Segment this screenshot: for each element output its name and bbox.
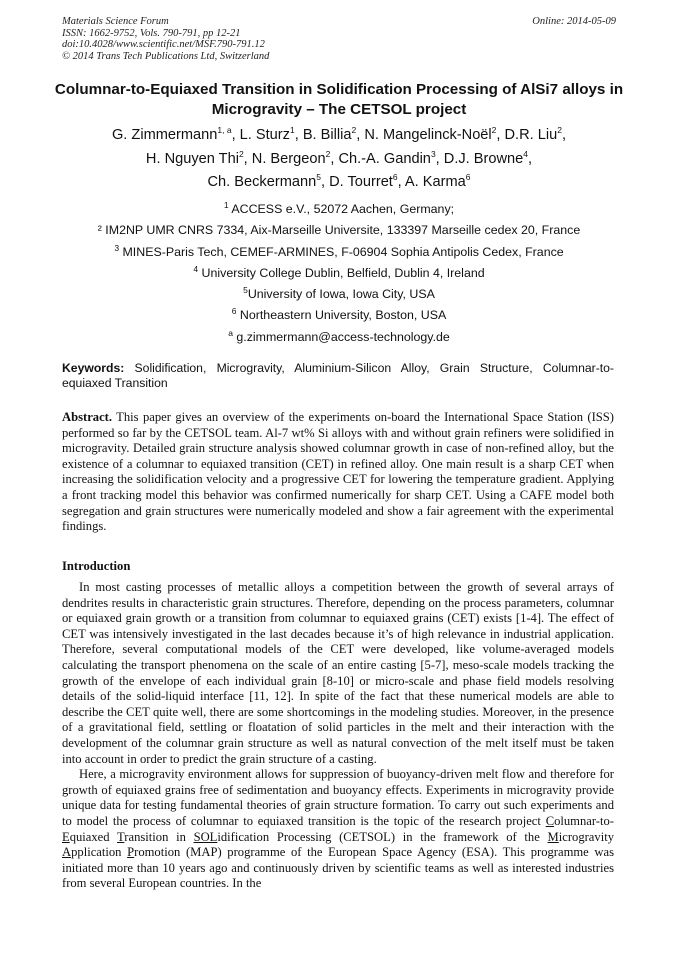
affiliation-text: ² IM2NP UMR CNRS 7334, Aix-Marseille Universite, 133397 Marseille cedex 20, France (97, 223, 581, 238)
affiliation (40, 327, 638, 348)
author-separator: , (496, 127, 505, 143)
author-name: N. Bergeon (251, 150, 326, 167)
author-affiliation-mark: 2 (557, 125, 562, 136)
acronym-p: P (127, 845, 135, 860)
author-separator: , (528, 150, 533, 167)
acronym-e: E (62, 829, 70, 844)
affiliation-text: g.zimmermann@access-technology.de (232, 329, 450, 344)
author-name: D.J. Browne (443, 150, 524, 167)
acronym-ransition: ransition in (124, 829, 194, 844)
acronym-idification: idification Processing (CETSOL) in the framework of the (217, 829, 548, 844)
affiliation (40, 284, 638, 305)
author-separator: , (294, 127, 303, 143)
author-name: D. Tourret (329, 174, 393, 190)
author-name: Ch. Beckermann (207, 174, 317, 190)
author-affiliation-mark: 3 (430, 148, 436, 159)
author-line-2 (40, 148, 638, 172)
online-date: Online: 2014-05-09 (532, 16, 616, 27)
author-affiliation-mark: 6 (392, 172, 398, 183)
affiliation (40, 263, 638, 284)
author-separator: , (435, 150, 444, 167)
author-list (40, 124, 638, 195)
affiliation (40, 199, 638, 220)
affiliation-text: Northeastern University, Boston, USA (236, 308, 447, 323)
author-separator: , (330, 150, 339, 167)
author-separator: , (243, 150, 252, 167)
author-name: L. Sturz (239, 127, 290, 143)
intro-paragraph-1: In most casting processes of metallic alloys a competition between the growth of several arrays of dendrites results in characteristic grain structures. Therefore, depending on the process parameters, columnar or equiaxed grain growth or a transition from columnar to equiaxed grains (CET) exists [1-4]. The effect of CET was intensively investigated in the last decades because it’s of high relevance in industrial application. Therefore, several computational models of the CET were developed, like volume-averaged models calculating the transport phenomena on the scale of an entire casting [5-7], meso-scale models tracking the growth of the envelope of each individual grain [8-10] or micro-scale and phase field models resolving details of the solid-liquid interface [11, 12]. In spite of the fact that these numerical models are able to describe the CET quite well, there are some shortcomings in the modeling studies. Moreover, in the presence of a gravitational field, settling or floatation of solid particles in the melt and their interaction with the development of the columnar grain structure as well as natural convection of the melt itself must be taken into account in order to predict the grain structure of a casting. (62, 580, 614, 766)
affiliation-mark: 1 (223, 199, 229, 210)
paper-title: Columnar-to-Equiaxed Transition in Solidification Processing of AlSi7 alloys in Microgravity – The CETSOL project (54, 81, 624, 118)
abstract-label: Abstract. (62, 410, 113, 424)
intro-p2-text: Here, a microgravity environment allows for suppression of buoyancy-driven melt flow and therefore for growth of equiaxed grains free of sedimentation and buoyancy effects. Experiments in microgravity provide unique data for testing fundamental theories of grain structure formation. To carry out such experiments and to model the process of columnar to equiaxed transition is the topic of the research project (62, 767, 614, 828)
acronym-icrogravity: icrogravity (558, 829, 614, 844)
affiliation-mark: a (228, 327, 233, 338)
affiliation-mark: 6 (231, 306, 237, 317)
affiliation (40, 220, 638, 241)
author-separator: , (561, 127, 567, 143)
journal-name: Materials Science Forum (62, 16, 169, 27)
author-name: Ch.-A. Gandin (338, 150, 431, 167)
author-affiliation-mark: 2 (238, 148, 244, 159)
author-affiliation-mark: 2 (351, 125, 357, 136)
journal-doi: doi:10.4028/www.scientific.net/MSF.790-791.12 (62, 39, 265, 50)
acronym-m: M (547, 829, 559, 844)
journal-copyright: © 2014 Trans Tech Publications Ltd, Switzerland (62, 50, 270, 62)
author-affiliation-mark: 1 (289, 125, 295, 136)
author-affiliation-mark: 6 (465, 172, 471, 183)
abstract-text: This paper gives an overview of the experiments on-board the International Space Station (ISS) performed so far by the CETSOL team. Al-7 wt% Si alloys with and without grain refiners were solidified in microgravity. Detailed grain structure analysis showed columnar growth in case of non-refined alloy, but the existence of a columnar to equiaxed transition (CET) in refined alloy. One main result is a sharp CET when increasing the solidification velocity and a progressive CET for lowering the temperature gradient. Applying a front tracking model this behavior was confirmed numerically for sharp CET. Using a CAFE model both segregation and grain structures were numerically modeled and show a fair agreement with the experimental findings. (62, 410, 614, 534)
acronym-quiaxed: quiaxed (69, 829, 118, 844)
acronym-c: C (545, 813, 555, 828)
affiliation-text: ACCESS e.V., 52072 Aachen, Germany; (228, 202, 455, 216)
author-separator: , (356, 127, 365, 143)
acronym-a: A (62, 845, 72, 860)
introduction-body (62, 580, 614, 892)
keywords-text: Solidification, Microgravity, Aluminium-Silicon Alloy, Grain Structure, Columnar-to-equiaxed Transition (62, 361, 614, 390)
keywords (62, 361, 614, 390)
author-name: G. Zimmermann (111, 127, 218, 143)
affiliation (40, 242, 638, 263)
author-affiliation-mark: 2 (325, 148, 331, 159)
keywords-label: Keywords: (62, 361, 125, 375)
acronym-t: T (117, 829, 125, 844)
author-line-1 (40, 124, 638, 148)
author-name: A. Karma (404, 174, 466, 190)
author-name: H. Nguyen Thi (145, 150, 239, 167)
author-name: D.R. Liu (504, 127, 558, 143)
acronym-olumnar: olumnar-to- (554, 813, 614, 828)
author-affiliation-mark: 1, a (217, 125, 232, 136)
author-affiliation-mark: 5 (316, 172, 321, 183)
affiliation-mark: 4 (193, 263, 199, 274)
author-name: B. Billia (302, 127, 352, 143)
affiliation-text: University College Dublin, Belfield, Dublin 4, Ireland (198, 265, 485, 280)
author-line-3 (40, 171, 638, 195)
intro-paragraph-2 (62, 767, 614, 892)
author-separator: , (320, 174, 330, 190)
acronym-pplication: pplication (71, 845, 128, 860)
acronym-romotion: romotion (MAP) programme of the European Space Agency (ESA). This programme was initiated more than 10 years ago and continuously driven by scientific teams as well as interested industries from several European countries. In the (62, 845, 614, 891)
author-separator: , (231, 127, 240, 143)
abstract (62, 410, 614, 535)
affiliation-text: MINES-Paris Tech, CEMEF-ARMINES, F-06904 Sophia Antipolis Cedex, France (119, 244, 564, 259)
affiliation-mark: 5 (243, 285, 248, 296)
journal-issn: ISSN: 1662-9752, Vols. 790-791, pp 12-21 (62, 27, 241, 39)
introduction-heading: Introduction (62, 559, 131, 573)
author-affiliation-mark: 2 (491, 125, 497, 136)
affiliation (40, 305, 638, 326)
affiliation-text: University of Iowa, Iowa City, USA (247, 287, 435, 302)
author-separator: , (397, 174, 405, 190)
affiliation-list (40, 199, 638, 348)
author-affiliation-mark: 4 (523, 148, 528, 159)
acronym-sol: SOL (193, 829, 218, 844)
author-name: N. Mangelinck-Noël (364, 127, 492, 143)
affiliation-mark: 3 (114, 242, 120, 253)
